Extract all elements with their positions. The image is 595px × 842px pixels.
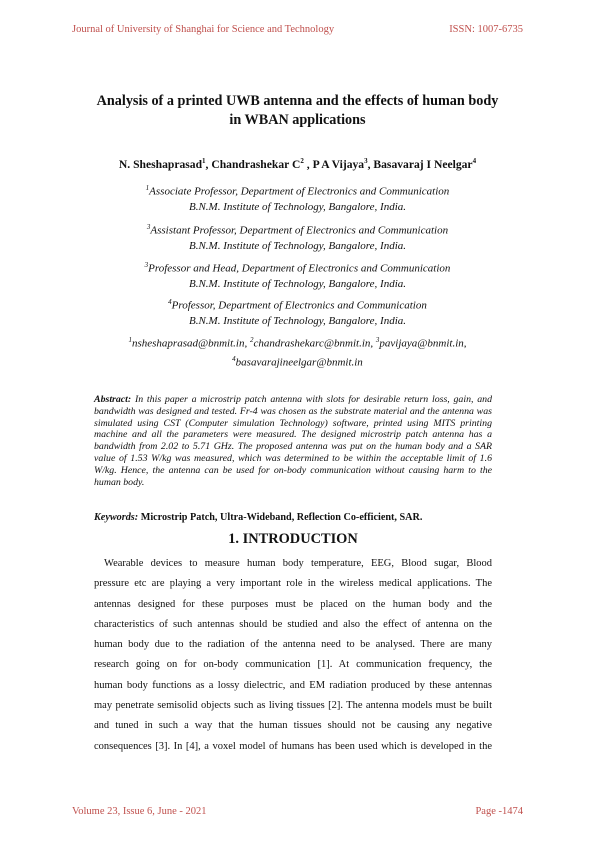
author-name: P A Vijaya <box>312 157 365 171</box>
author-sup: 4 <box>472 157 477 165</box>
abstract-text: In this paper a microstrip patch antenna with slots for desirable return loss, gain, and bandwidth was designed and tested. Fr-4 was chosen as the substrate material and the antenna was simulated using CST (Computer simulation Technology) software, printed using MITS printing machine and all the parameters were measured. The designed microstrip patch antenna has a bandwidth from 2.02 to 5.71 GHz. The proposed antenna was put on the human body and a SAR value of 1.53 W/kg was measured, which was determined to be within the acceptable limit of 1.6 W/kg. Hence, the antenna can be used for on-body communication without causing harm to the human body. <box>94 394 492 488</box>
email-list: $^1$nsheshaprasad@bnmit.in, $^2$chandrashekarc@bnmit.in, $^3$pavijaya@bnmit.in, $^4$basavarajineelgar@bnmit.in <box>128 336 467 369</box>
body-line: pressure etc are playing a very important role in the wireless medical applications. The <box>94 578 492 590</box>
author-sup: 3 <box>364 157 368 165</box>
affiliation <box>72 220 523 254</box>
body-line: Wearable devices to measure human body temperature, EEG, Blood sugar, Blood <box>104 558 492 569</box>
email-sup: 2 <box>249 336 254 344</box>
author-name: Basavaraj I Neelgar <box>373 157 473 171</box>
keywords <box>94 512 492 523</box>
page-number: Page -1474 <box>475 806 523 817</box>
author-name: N. Sheshaprasad <box>118 157 203 171</box>
email-link[interactable]: chandrashekarc@bnmit.in <box>253 337 371 350</box>
issn: ISSN: 1007-6735 <box>449 24 523 35</box>
email-link[interactable]: nsheshaprasad@bnmit.in <box>131 337 245 350</box>
body-line: human body due to the radiation of the antenna need to be analysed. There are many <box>94 639 492 651</box>
affiliation-institute: B.N.M. Institute of Technology, Bangalore, India. <box>188 277 407 290</box>
body-line: research going on for on-body communication [1]. At communication frequency, the <box>94 659 492 671</box>
keywords-text: Microstrip Patch, Ultra-Wideband, Reflection Co-efficient, SAR. <box>140 512 423 523</box>
body-line: characteristics of such antennas should be studied and also the effect of antenna on the <box>94 618 492 630</box>
affiliation-institute: B.N.M. Institute of Technology, Bangalore, India. <box>188 314 407 327</box>
abstract-label: Abstract: <box>94 394 132 405</box>
volume-info: Volume 23, Issue 6, June - 2021 <box>72 806 207 817</box>
email-sup: 1 <box>128 336 132 344</box>
title-line-2: in WBAN applications <box>229 112 366 128</box>
affiliation-sup: 4 <box>168 298 172 306</box>
journal-name: Journal of University of Shanghai for Science and Technology <box>72 24 335 35</box>
affiliation-sup: 3 <box>146 223 151 231</box>
running-footer <box>72 806 523 820</box>
author-sep: , <box>303 157 313 171</box>
author-sep: , <box>367 157 374 171</box>
body-line: antennas designed for these purposes must be placed on the human body and the <box>94 598 492 610</box>
introduction-body <box>94 554 492 757</box>
affiliation-line: Assistant Professor, Department of Electronics and Communication <box>150 224 449 237</box>
affiliation <box>72 181 523 215</box>
abstract <box>94 394 492 488</box>
email-sup: 3 <box>375 336 380 344</box>
author-sup: 2 <box>300 157 304 165</box>
affiliation <box>72 258 523 292</box>
body-line: human body functions as a lossy dielectric, and EM radiation produced by these antennas <box>94 679 492 691</box>
email-sup: 4 <box>232 354 236 363</box>
affiliation-line: Professor, Department of Electronics and Communication <box>171 299 427 312</box>
affiliation <box>72 295 523 329</box>
body-line: consequences [3]. In [4], a voxel model of humans has been used which is developed in the <box>94 740 492 752</box>
affiliation-line: Professor and Head, Department of Electronics and Communication <box>148 262 451 275</box>
author-sep: , <box>205 157 212 171</box>
paper-title <box>72 92 523 130</box>
title-line-1: Analysis of a printed UWB antenna and the effects of human body <box>96 93 499 109</box>
body-line: and tuned in such a way that the human tissues should not be causing any negative <box>94 720 492 732</box>
affiliation-line: Associate Professor, Department of Electronics and Communication <box>149 185 450 198</box>
affiliation-sup: 3 <box>144 261 149 269</box>
keywords-label: Keywords: <box>94 512 139 523</box>
section-heading: 1. INTRODUCTION <box>228 531 358 547</box>
affiliation-sup: 1 <box>145 184 150 192</box>
email-link[interactable]: pavijaya@bnmit.in <box>379 337 464 350</box>
body-line: may penetrate semisolid objects such as living tissues [2]. The antenna models must be built <box>94 700 492 712</box>
email-link[interactable]: basavarajineelgar@bnmit.in <box>235 356 363 369</box>
author-list <box>72 157 523 171</box>
affiliation-institute: B.N.M. Institute of Technology, Bangalore, India. <box>188 200 407 213</box>
author-name: Chandrashekar C <box>211 157 301 171</box>
author-sup: 1 <box>202 157 206 165</box>
affiliation-institute: B.N.M. Institute of Technology, Bangalore, India. <box>188 239 407 252</box>
running-header <box>72 24 523 38</box>
